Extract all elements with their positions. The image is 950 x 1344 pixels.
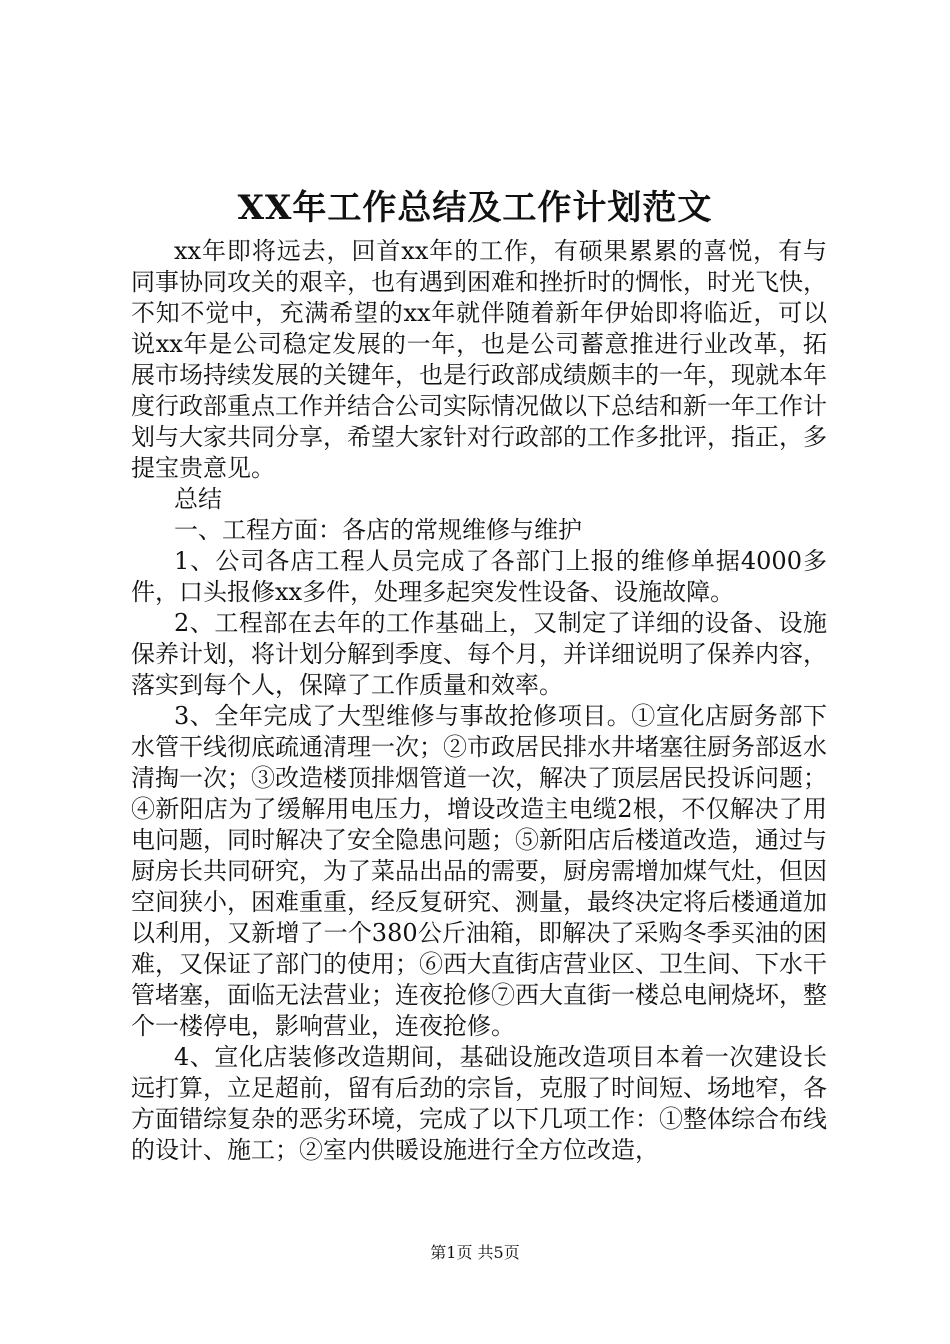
- section-heading-engineering: 一、工程方面：各店的常规维修与维护: [174, 516, 582, 544]
- paragraph-item-4: 4、宣化店装修改造期间，基础设施改造项目本着一次建设长远打算，立足超前，留有后劲的宗旨，克服了时间短、场地窄，各方面错综复杂的恶劣环境，完成了以下几项工作：①整体综合布线的设计、施工；②室内供暖设施进行全方位改造，: [131, 1043, 827, 1164]
- paragraph-item-2: 2、工程部在去年的工作基础上，又制定了详细的设备、设施保养计划，将计划分解到季度、每个月，并详细说明了保养内容，落实到每个人，保障了工作质量和效率。: [131, 609, 827, 699]
- paragraph-item-1: 1、公司各店工程人员完成了各部门上报的维修单据4000多件，口头报修xx多件，处理多起突发性设备、设施故障。: [131, 547, 827, 606]
- page-footer: 第1页 共5页: [430, 1243, 520, 1262]
- paragraph-item-3: 3、全年完成了大型维修与事故抢修项目。①宣化店厨务部下水管干线彻底疏通清理一次；②市政居民排水井堵塞往厨务部返水清掏一次；③改造楼顶排烟管道一次，解决了顶层居民投诉问题；④新阳店为了缓解用电压力，增设改造主电缆2根，不仅解决了用电问题，同时解决了安全隐患问题；⑤新阳店后楼道改造，通过与厨房长共同研究，为了菜品出品的需要，厨房需增加煤气灶，但因空间狭小，困难重重，经反复研究、测量，最终决定将后楼通道加以利用，又新增了一个380公斤油箱，即解决了采购冬季买油的困难，又保证了部门的使用；⑥西大直街店营业区、卫生间、下水干管堵塞，面临无法营业；连夜抢修⑦西大直街一楼总电闸烧坏，整个一楼停电，影响营业，连夜抢修。: [131, 702, 827, 1040]
- paragraph-intro: xx年即将远去，回首xx年的工作，有硕果累累的喜悦，有与同事协同攻关的艰辛，也有遇到困难和挫折时的惆怅，时光飞快，不知不觉中，充满希望的xx年就伴随着新年伊始即将临近，可以说xx年是公司稳定发展的一年，也是公司蓄意推进行业改革，拓展市场持续发展的关键年，也是行政部成绩颇丰的一年，现就本年度行政部重点工作并结合公司实际情况做以下总结和新一年工作计划与大家共同分享，希望大家针对行政部的工作多批评，指正，多提宝贵意见。: [131, 237, 827, 482]
- section-heading-summary: 总结: [174, 485, 222, 513]
- document-body: [131, 236, 827, 1166]
- document-title: XX年工作总结及工作计划范文: [237, 188, 713, 228]
